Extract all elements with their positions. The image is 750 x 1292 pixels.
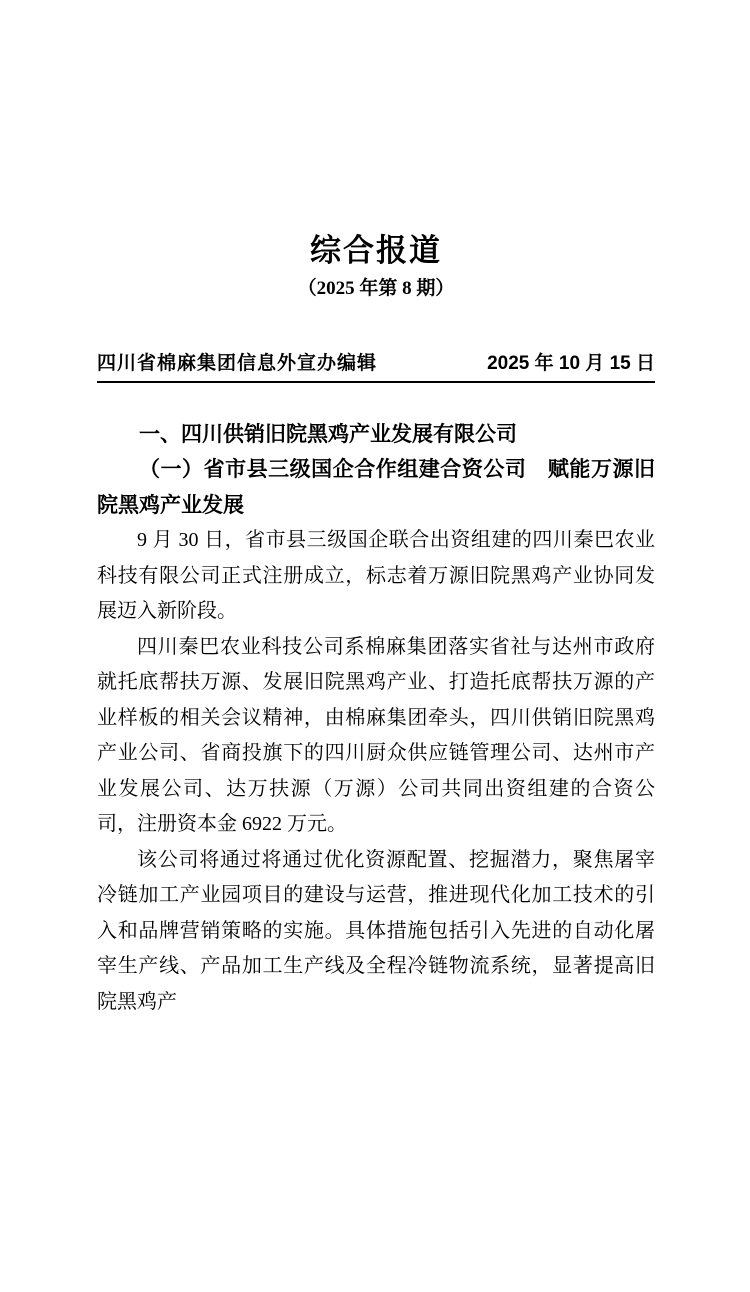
section-heading: 一、四川供销旧院黑鸡产业发展有限公司: [139, 422, 517, 446]
publish-date: 2025 年 10 月 15 日: [487, 352, 655, 374]
byline-row: [97, 352, 655, 383]
subsection-heading: （一）省市县三级国企合作组建合资公司 赋能万源旧院黑鸡产业发展: [97, 457, 655, 517]
paragraph: 四川秦巴农业科技公司系棉麻集团落实省社与达州市政府就托底帮扶万源、发展旧院黑鸡产业、打造托底帮扶万源的产业样板的相关会议精神，由棉麻集团牵头，四川供销旧院黑鸡产业公司、省商投旗下的四川厨众供应链管理公司、达州市产业发展公司、达万扶源（万源）公司共同出资组建的合资公司，注册资本金 6922 万元。: [97, 635, 655, 836]
document-issue: （2025 年第 8 期）: [297, 278, 455, 300]
paragraph: 9 月 30 日，省市县三级国企联合出资组建的四川秦巴农业科技有限公司正式注册成立，标志着万源旧院黑鸡产业协同发展迈入新阶段。: [97, 529, 655, 623]
document-page: [0, 232, 750, 1292]
editor-credit: 四川省棉麻集团信息外宣办编辑: [97, 352, 378, 374]
document-title: 综合报道: [310, 233, 442, 268]
paragraph: 该公司将通过将通过优化资源配置、挖掘潜力，聚焦屠宰冷链加工产业园项目的建设与运营，推进现代化加工技术的引入和品牌营销策略的实施。具体措施包括引入先进的自动化屠宰生产线、产品加工生产线及全程冷链物流系统，显著提高旧院黑鸡产: [97, 848, 655, 1013]
document-body: [97, 417, 655, 1021]
